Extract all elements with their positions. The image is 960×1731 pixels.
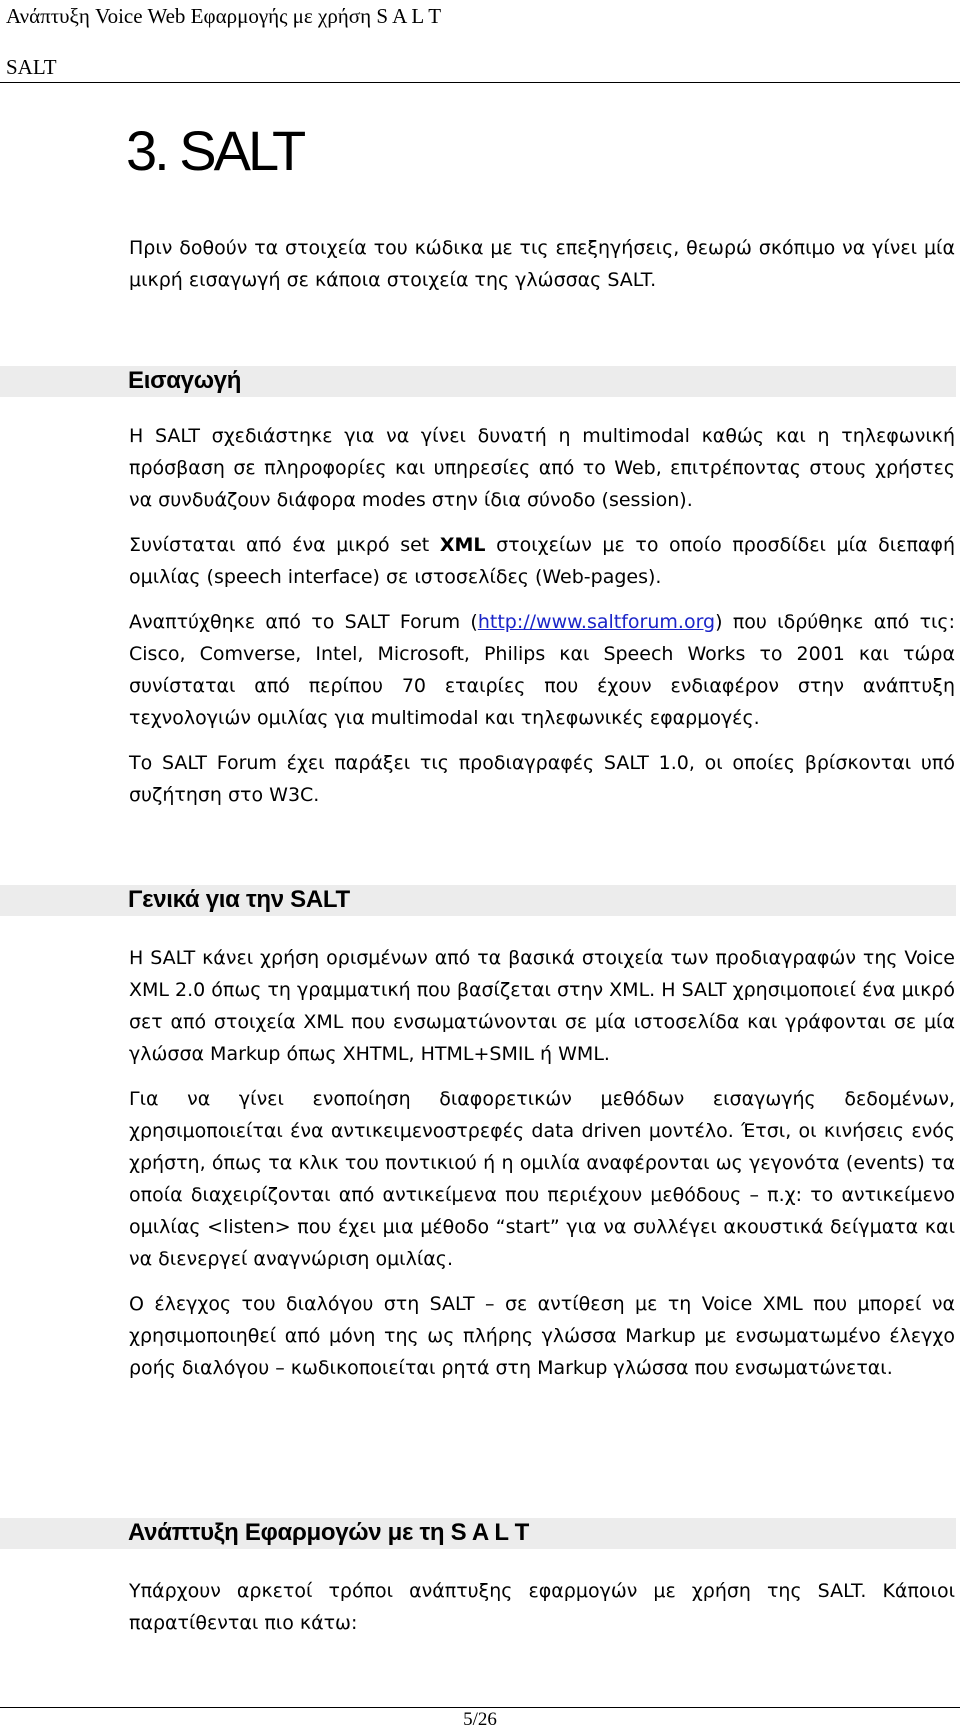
footer-divider (0, 1707, 960, 1708)
running-header-subtitle: SALT (6, 55, 57, 79)
saltforum-link[interactable]: http://www.saltforum.org (477, 611, 716, 633)
section-title-development: Ανάπτυξη Εφαρμογών με τη S A L T (128, 1519, 530, 1546)
section-development-body (129, 1575, 955, 1639)
page-number: 5/26 (463, 1709, 497, 1730)
text-run: Συνίσταται από ένα μικρό set (129, 534, 440, 556)
paragraph: Η SALT σχεδιάστηκε για να γίνει δυνατή η multimodal καθώς και η τηλεφωνική πρόσβαση σε πληροφορίες και υπηρεσίες από το Web, επιτρέποντας στους χρήστες να συνδυάζουν διάφορα modes στην ίδια σύνοδο (session). (129, 425, 955, 511)
header-divider (0, 82, 960, 83)
running-header-title: Ανάπτυξη Voice Web Εφαρμογής με χρήση S A L T (6, 4, 442, 28)
intro-text: Πριν δοθούν τα στοιχεία του κώδικα με τις επεξηγήσεις, θεωρώ σκόπιμο να γίνει μία μικρή εισαγωγή σε κάποια στοιχεία της γλώσσας SALT. (129, 237, 955, 291)
paragraph: Για να γίνει ενοποίηση διαφορετικών μεθόδων εισαγωγής δεδομένων, χρησιμοποιείται ένα αντικειμενοστρεφές data driven μοντέλο. Έτσι, οι κινήσεις ενός χρήστη, όπως τα κλικ του ποντικιού ή η ομιλία αναφέρονται ως γεγονότα (events) τα οποία διαχειρίζονται από αντικείμενα που περιέχουν μεθόδους – π.χ: το αντικείμενο ομιλίας <listen> που έχει μια μέθοδο “start” για να συλλέγει ακουστικά δείγματα και να διενεργεί αναγνώριση ομιλίας. (129, 1088, 955, 1270)
section-introduction-body (129, 420, 955, 811)
paragraph: Υπάρχουν αρκετοί τρόποι ανάπτυξης εφαρμογών με χρήση της SALT. Κάποιοι παρατίθενται πιο κάτω: (129, 1580, 955, 1634)
text-run: Αναπτύχθηκε από το SALT Forum ( (129, 611, 478, 633)
section-title-general: Γενικά για την SALT (128, 886, 350, 913)
paragraph (129, 606, 955, 734)
text-run: στοιχείων με το οποίο προσδίδει μία διεπαφή ομιλίας (speech interface) σε ιστοσελίδες (Web-pages). (129, 534, 956, 588)
paragraph: Ο έλεγχος του διαλόγου στη SALT – σε αντίθεση με τη Voice XML που μπορεί να χρησιμοποιηθεί από μόνη της ως πλήρης γλώσσα Markup με ενσωματωμένο έλεγχο ροής διαλόγου – κωδικοποιείται ρητά στη Markup γλώσσα που ενσωματώνεται. (129, 1293, 955, 1379)
section-title-introduction: Εισαγωγή (128, 367, 242, 394)
section-general-body (129, 942, 955, 1384)
paragraph: Η SALT κάνει χρήση ορισμένων από τα βασικά στοιχεία των προδιαγραφών της Voice XML 2.0 όπως τη γραμματική που βασίζεται στην XML. Η SALT χρησιμοποιεί ένα μικρό σετ από στοιχεία XML που ενσωματώνονται σε μία ιστοσελίδα και γράφονται σε μία γλώσσα Markup όπως XHTML, HTML+SMIL ή WML. (129, 947, 955, 1065)
text-run-bold: XML (439, 534, 486, 556)
intro-paragraph (129, 232, 955, 296)
paragraph: Το SALT Forum έχει παράξει τις προδιαγραφές SALT 1.0, οι οποίες βρίσκονται υπό συζήτηση στο W3C. (129, 752, 955, 806)
text-run: ) που ιδρύθηκε από τις: Cisco, Comverse, Intel, Microsoft, Philips και Speech Works το 2001 και τώρα συνίσταται από περίπου 70 εταιρίες που έχουν ενδιαφέρον στην ανάπτυξη τεχνολογιών ομιλίας για multimodal και τηλεφωνικές εφαρμογές. (129, 611, 955, 729)
chapter-title: 3. SALT (126, 119, 304, 182)
paragraph (129, 529, 955, 593)
